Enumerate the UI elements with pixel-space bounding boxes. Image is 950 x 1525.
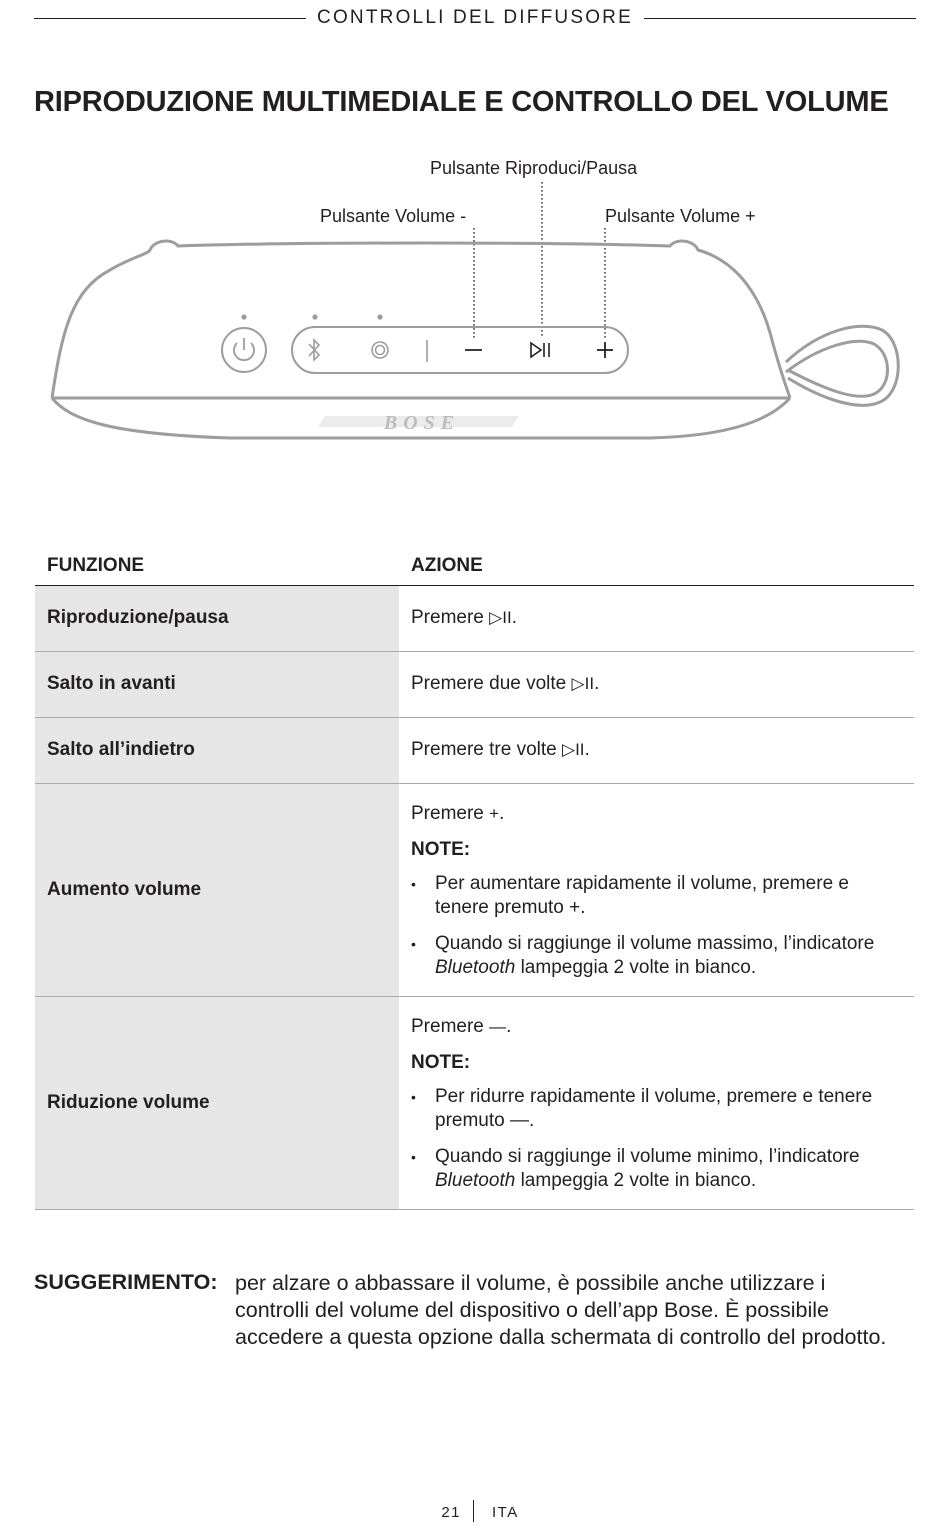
function-cell: Salto all’indietro xyxy=(35,717,399,783)
speaker-body xyxy=(52,241,790,438)
function-cell: Riduzione volume xyxy=(35,996,399,1209)
note-label: NOTE: xyxy=(411,1051,471,1073)
page-title: RIPRODUZIONE MULTIMEDIALE E CONTROLLO DEL VOLUME xyxy=(34,86,889,118)
callout-leader-lines xyxy=(474,182,605,340)
table-row xyxy=(35,651,914,717)
callout-volume-down: Pulsante Volume - xyxy=(320,206,467,226)
svg-text:BOSE: BOSE xyxy=(383,412,461,434)
language-code: ITA xyxy=(492,1504,519,1521)
callout-play-pause: Pulsante Riproduci/Pausa xyxy=(430,158,638,178)
page-number: 21 xyxy=(441,1504,461,1521)
table-row xyxy=(35,717,914,783)
note-item: • Per aumentare rapidamente il volume, premere e tenere premuto +. xyxy=(411,872,896,920)
tip-text: per alzare o abbassare il volume, è possibile anche utilizzare i controlli del volume del dispositivo o dell’app Bose. È possibile accedere a questa opzione dalla schermata di controllo del prodotto. xyxy=(235,1271,887,1349)
note-list xyxy=(411,872,896,980)
table-header-row xyxy=(35,545,914,585)
play-pause-glyph: ▷II xyxy=(562,740,585,759)
bluetooth-icon xyxy=(309,340,319,360)
speaker-diagram xyxy=(0,140,950,460)
note-item: • Quando si raggiunge il volume massimo, l’indicatore Bluetooth lampeggia 2 volte in bianco. xyxy=(411,932,896,980)
minus-glyph: — xyxy=(489,1016,507,1036)
footer-separator xyxy=(473,1500,474,1522)
action-cell: Premere —. NOTE: • Per ridurre rapidamente il volume, premere e tenere premuto —. • Quando si raggiunge il volume minimo, l’indicatore Bluetooth lampeggia 2 volte in bianco. xyxy=(399,996,914,1209)
action-cell: Premere tre volte ▷II. xyxy=(399,717,914,783)
bluetooth-indicator-led xyxy=(312,314,317,319)
action-cell: Premere ▷II. xyxy=(399,585,914,651)
header-action: AZIONE xyxy=(399,545,914,585)
play-pause-glyph: ▷II xyxy=(571,674,595,693)
action-icon xyxy=(372,342,388,358)
note-list xyxy=(411,1085,896,1193)
action-cell: Premere due volte ▷II. xyxy=(399,651,914,717)
play-pause-icon xyxy=(531,343,549,357)
section-header xyxy=(34,6,916,30)
tip-label: SUGGERIMENTO: xyxy=(34,1270,218,1294)
carrying-loop xyxy=(786,326,898,405)
action-cell: Premere +. NOTE: • Per aumentare rapidamente il volume, premere e tenere premuto +. • Quando si raggiunge il volume massimo, l’indicatore Bluetooth lampeggia 2 volte in bianco. xyxy=(399,783,914,996)
note-item: • Quando si raggiunge il volume minimo, l’indicatore Bluetooth lampeggia 2 volte in bianco. xyxy=(411,1145,896,1193)
callout-volume-up: Pulsante Volume + xyxy=(605,206,756,226)
header-rule-right xyxy=(644,18,916,19)
plus-icon xyxy=(597,342,613,358)
power-indicator-led xyxy=(241,314,246,319)
control-bar xyxy=(292,327,628,373)
table-row xyxy=(35,783,914,996)
table-row xyxy=(35,585,914,651)
play-pause-glyph: ▷II xyxy=(489,608,512,627)
controls-table xyxy=(35,545,914,1210)
power-button xyxy=(222,328,266,372)
section-title: CONTROLLI DEL DIFFUSORE xyxy=(317,7,633,28)
function-cell: Riproduzione/pausa xyxy=(35,585,399,651)
page-footer xyxy=(0,1500,950,1524)
function-cell: Salto in avanti xyxy=(35,651,399,717)
header-function: FUNZIONE xyxy=(35,545,399,585)
action-indicator-led xyxy=(377,314,382,319)
bose-logo xyxy=(318,412,519,434)
plus-glyph: + xyxy=(489,803,500,823)
table-row xyxy=(35,996,914,1209)
function-cell: Aumento volume xyxy=(35,783,399,996)
note-item: • Per ridurre rapidamente il volume, premere e tenere premuto —. xyxy=(411,1085,896,1133)
note-label: NOTE: xyxy=(411,838,471,860)
